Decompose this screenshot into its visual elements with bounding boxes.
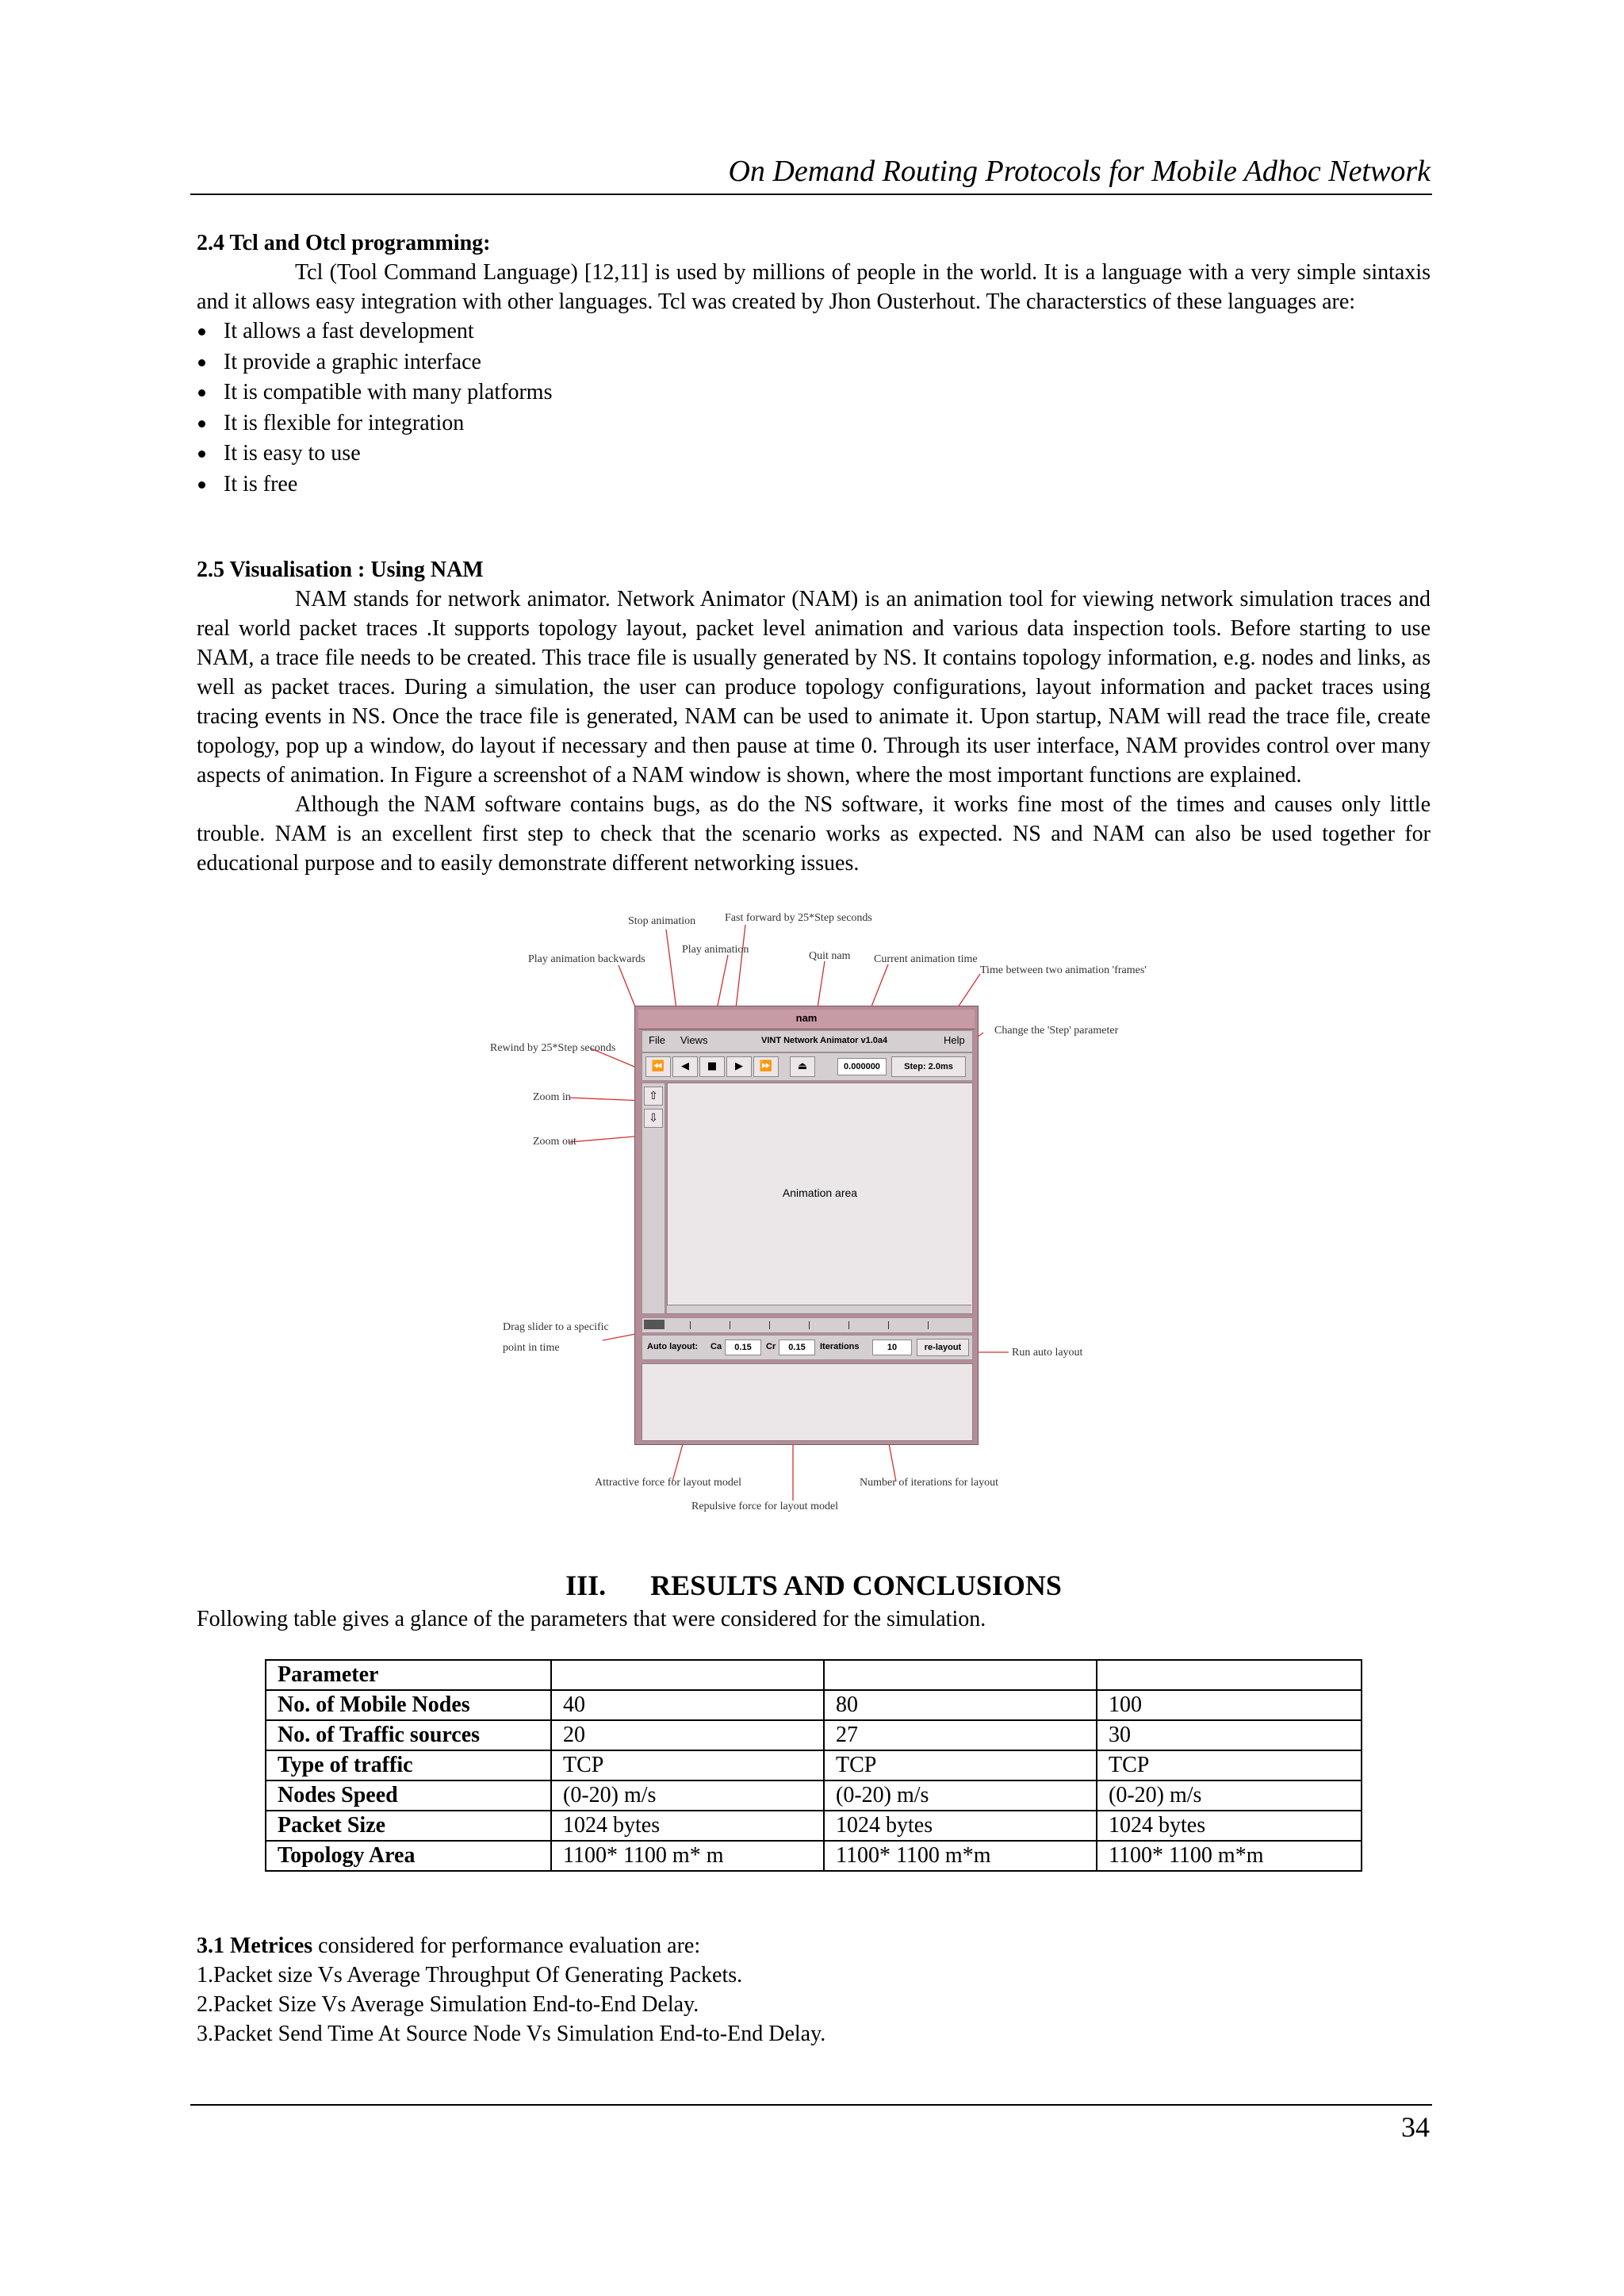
list-item-text: It is free [224, 471, 298, 496]
animation-area[interactable] [667, 1083, 973, 1314]
table-cell: (0-20) m/s [551, 1780, 824, 1811]
iterations-input[interactable]: 10 [872, 1340, 912, 1355]
table-cell: 1024 bytes [1097, 1811, 1362, 1841]
paragraph: Although the NAM software contains bugs, as do the NS software, it works fine most of the times and causes only little trouble. NAM is an excellent first step to check that the scenario works as expected. NS and NAM can also be used together for educational purpose and to easily demonstrate different networking issues. [197, 792, 1431, 876]
callout-change-step: Change the 'Step' parameter [994, 1025, 1119, 1037]
header-rule [190, 194, 1432, 195]
slider-tick [690, 1321, 691, 1329]
bullet-icon [198, 481, 205, 489]
table-header-row [266, 1660, 1362, 1690]
table-cell: Packet Size [266, 1811, 551, 1841]
callout-zoom-out: Zoom out [533, 1136, 576, 1148]
cr-label: Cr [766, 1342, 776, 1351]
slider-tick [888, 1321, 889, 1329]
bullet-icon [198, 450, 205, 458]
list-item [197, 378, 1431, 408]
list-item [197, 316, 1431, 347]
nam-titlebar [638, 1010, 975, 1029]
eject-icon: ⏏ [797, 1060, 808, 1072]
list-item [197, 347, 1431, 378]
horizontal-scrollbar[interactable] [667, 1305, 971, 1313]
play-backward-icon: ◀ [681, 1060, 689, 1072]
menu-file[interactable]: File [649, 1034, 665, 1046]
step-control[interactable]: Step: 2.0ms [891, 1056, 966, 1077]
stop-button[interactable] [699, 1056, 725, 1077]
play-icon: ▶ [735, 1060, 743, 1072]
slider-tick [928, 1321, 929, 1329]
callout-play: Play animation [682, 944, 749, 956]
nam-window-title: nam [795, 1012, 818, 1024]
table-cell: 1024 bytes [551, 1811, 824, 1841]
callout-run-auto-layout: Run auto layout [1012, 1347, 1083, 1359]
table-cell: TCP [551, 1750, 824, 1780]
list-item [197, 439, 1431, 470]
list-item-text: It is compatible with many platforms [224, 380, 553, 404]
table-row [266, 1811, 1362, 1841]
section-heading: 3.1 Metrices [197, 1934, 313, 1958]
list-item-text: It is easy to use [224, 441, 361, 466]
time-slider-thumb[interactable] [644, 1320, 665, 1329]
table-cell: TCP [824, 1750, 1097, 1780]
table-cell: Parameter [266, 1660, 551, 1690]
table-cell: No. of Traffic sources [266, 1720, 551, 1750]
table-cell: 1100* 1100 m* m [551, 1841, 824, 1871]
nam-figure [476, 914, 1158, 1532]
table-row [266, 1720, 1362, 1750]
callout-quit: Quit nam [809, 950, 851, 962]
paragraph: Following table gives a glance of the parameters that were considered for the simulation. [197, 1607, 986, 1631]
table-row [266, 1690, 1362, 1720]
list-item-text: It allows a fast development [224, 319, 474, 343]
section-number: III. [565, 1570, 607, 1601]
ca-input[interactable]: 0.15 [725, 1340, 761, 1355]
section-heading: 2.4 Tcl and Otcl programming: [197, 231, 491, 255]
callout-stop: Stop animation [628, 915, 696, 927]
bullet-icon [198, 420, 205, 427]
nam-menubar [642, 1030, 973, 1052]
page-number: 34 [1401, 2111, 1430, 2143]
zoom-out-icon: ⇩ [649, 1112, 658, 1125]
nam-toolbar [642, 1052, 973, 1081]
callout-repulsive-force: Repulsive force for layout model [691, 1501, 839, 1512]
table-cell: Nodes Speed [266, 1780, 551, 1811]
table-row [266, 1750, 1362, 1780]
menu-views[interactable]: Views [680, 1034, 708, 1046]
iterations-label: Iterations [820, 1342, 860, 1351]
bullet-icon [198, 389, 205, 397]
table-cell: (0-20) m/s [1097, 1780, 1362, 1811]
section-2-5 [197, 555, 1431, 878]
nam-bottom-panel [642, 1363, 973, 1441]
animation-area-label: Animation area [782, 1186, 858, 1199]
callout-current-time: Current animation time [874, 953, 978, 965]
list-item: 3.Packet Send Time At Source Node Vs Simulation End-to-End Delay. [197, 2022, 826, 2046]
table-cell: (0-20) m/s [824, 1780, 1097, 1811]
table-cell: 100 [1097, 1690, 1362, 1720]
callout-rewind: Rewind by 25*Step seconds [490, 1042, 616, 1054]
stop-icon: ■ [707, 1060, 718, 1072]
table-cell: Type of traffic [266, 1750, 551, 1780]
layout-bar [642, 1335, 973, 1360]
play-button[interactable] [726, 1056, 752, 1077]
callout-fast-forward: Fast forward by 25*Step seconds [725, 912, 872, 924]
bullet-icon [198, 359, 205, 366]
section-heading: 2.5 Visualisation : Using NAM [197, 558, 484, 582]
current-time-display: 0.000000 [837, 1058, 887, 1075]
list-item-text: It provide a graphic interface [224, 349, 481, 374]
running-header: On Demand Routing Protocols for Mobile Adhoc Network [728, 155, 1431, 188]
slider-tick [769, 1321, 770, 1329]
table-cell: 80 [824, 1690, 1097, 1720]
section-title-text: RESULTS AND CONCLUSIONS [650, 1570, 1062, 1601]
play-backward-button[interactable] [672, 1056, 698, 1077]
slider-tick [809, 1321, 810, 1329]
table-cell: 40 [551, 1690, 824, 1720]
table-cell: Topology Area [266, 1841, 551, 1871]
section-3-1 [197, 1931, 1431, 2049]
list-item [197, 470, 1431, 500]
callout-drag-slider-2: point in time [503, 1342, 560, 1354]
bullet-icon [198, 328, 205, 335]
bullet-list [197, 316, 1431, 500]
fast-forward-icon: ⏩ [759, 1060, 773, 1072]
table-cell [824, 1660, 1097, 1690]
zoom-in-icon: ⇧ [649, 1090, 658, 1102]
list-item: 2.Packet Size Vs Average Simulation End-to-End Delay. [197, 1992, 699, 2017]
zoom-panel [642, 1083, 665, 1314]
list-item [197, 408, 1431, 439]
cr-input[interactable]: 0.15 [779, 1340, 815, 1355]
section-3-intro [197, 1604, 1431, 1634]
callout-play-backwards: Play animation backwards [528, 953, 645, 965]
callout-num-iterations: Number of iterations for layout [860, 1477, 998, 1489]
table-cell [551, 1660, 824, 1690]
paragraph-text: considered for performance evaluation are: [312, 1934, 701, 1958]
auto-layout-label: Auto layout: [647, 1342, 699, 1351]
paragraph: NAM stands for network animator. Network Animator (NAM) is an animation tool for viewing network simulation traces and real world packet traces .It supports topology layout, packet level animation and various data inspection tools. Before starting to use NAM, a trace file needs to be created. This trace file is usually generated by NS. It contains topology information, e.g. nodes and links, as well as packet traces. During a simulation, the user can produce topology configurations, layout information and packet traces using tracing events in NS. Once the trace file is generated, NAM can be used to animate it. Upon startup, NAM will read the trace file, create topology, pop up a window, do layout if necessary and then pause at time 0. Through its user interface, NAM provides control over many aspects of animation. In Figure a screenshot of a NAM window is shown, where the most important functions are explained. [197, 587, 1431, 788]
relayout-button[interactable]: re-layout [917, 1339, 969, 1356]
rewind-button[interactable] [645, 1056, 671, 1077]
slider-tick [848, 1321, 849, 1329]
table-cell: No. of Mobile Nodes [266, 1690, 551, 1720]
table-cell: 27 [824, 1720, 1097, 1750]
callout-drag-slider: Drag slider to a specific [503, 1321, 609, 1333]
zoom-in-button[interactable] [644, 1087, 663, 1106]
section-2-4 [197, 228, 1431, 500]
callout-attractive-force: Attractive force for layout model [595, 1477, 742, 1489]
ca-label: Ca [710, 1342, 722, 1351]
callout-zoom-in: Zoom in [533, 1091, 571, 1103]
table-row [266, 1841, 1362, 1871]
zoom-out-button[interactable] [644, 1109, 663, 1128]
table-cell: 1100* 1100 m*m [824, 1841, 1097, 1871]
table-cell: TCP [1097, 1750, 1362, 1780]
parameters-table [265, 1659, 1362, 1872]
time-slider[interactable] [642, 1317, 973, 1333]
nam-app-name: VINT Network Animator v1.0a4 [761, 1036, 888, 1045]
table-cell: 1024 bytes [824, 1811, 1097, 1841]
callout-time-between: Time between two animation 'frames' [980, 964, 1147, 976]
table-row [266, 1780, 1362, 1811]
table-cell: 20 [551, 1720, 824, 1750]
table-cell: 1100* 1100 m*m [1097, 1841, 1362, 1871]
fast-forward-button[interactable] [753, 1056, 779, 1077]
nam-window [634, 1006, 979, 1445]
list-item-text: It is flexible for integration [224, 410, 465, 435]
section-title [197, 1568, 1431, 1603]
paragraph [197, 1931, 1431, 1961]
table-cell: 30 [1097, 1720, 1362, 1750]
list-item: 1.Packet size Vs Average Throughput Of Generating Packets. [197, 1963, 743, 1987]
menu-help[interactable]: Help [944, 1034, 965, 1046]
table-cell [1097, 1660, 1362, 1690]
rewind-icon: ⏪ [651, 1060, 665, 1072]
quit-button[interactable] [790, 1056, 815, 1077]
footer-rule [190, 2104, 1432, 2106]
paragraph: Tcl (Tool Command Language) [12,11] is used by millions of people in the world. It is a language with a very simple sintaxis and it allows easy integration with other languages. Tcl was created by Jhon Ousterhout. The characterstics of these languages are: [197, 260, 1431, 314]
